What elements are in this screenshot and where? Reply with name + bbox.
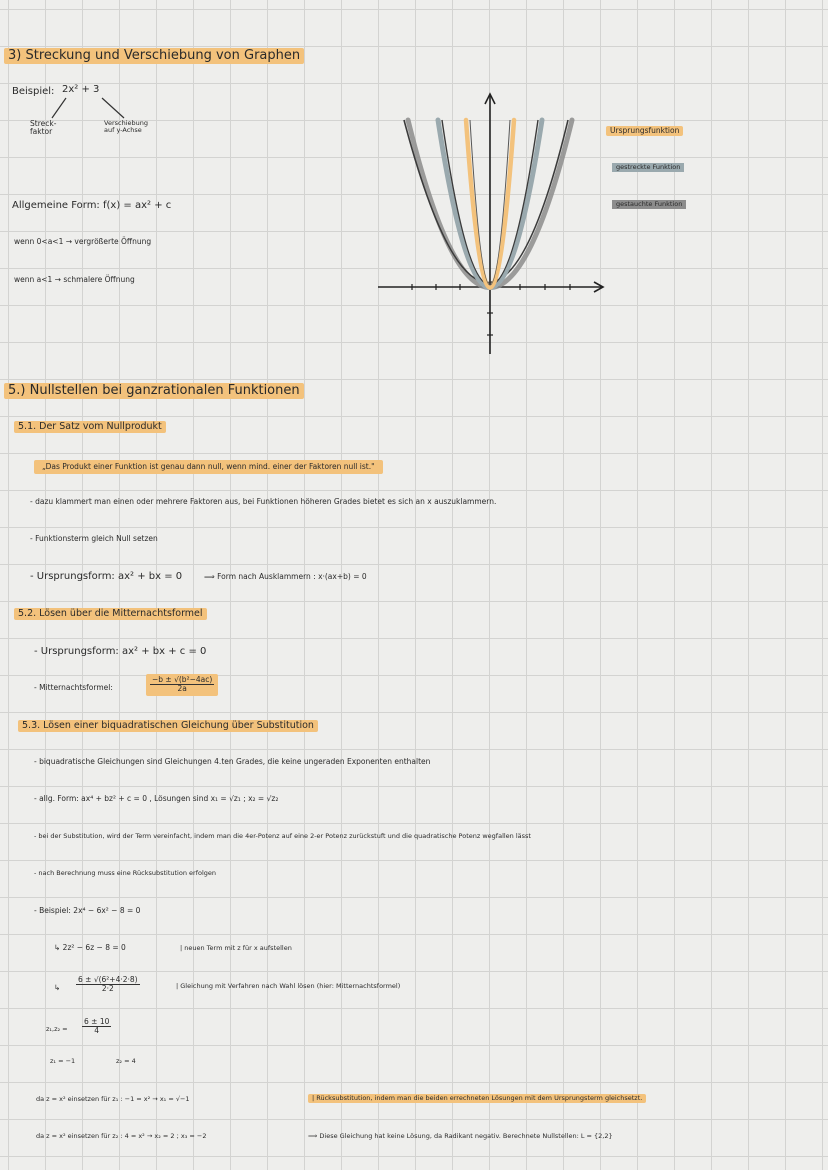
original-function-outline bbox=[442, 120, 538, 285]
shift-label: Verschiebung auf y-Achse bbox=[104, 119, 148, 135]
conclusion-note: ⟹ Diese Gleichung hat keine Lösung, da Radikant negativ. Berechnete Nullstellen: L = {2,2} bbox=[308, 1132, 613, 1140]
s52-bullet-2: - Mitternachtsformel: bbox=[34, 683, 113, 692]
step-formula-note: | Gleichung mit Verfahren nach Wahl lösen (hier: Mitternachtsformel) bbox=[176, 982, 401, 990]
step-formula bbox=[76, 976, 140, 994]
step-formula-denominator: 2·2 bbox=[101, 984, 114, 994]
resubstitution-1: da z = x² einsetzen für z₁ : −1 = x² → x₁ = √−1 bbox=[36, 1095, 190, 1103]
step-formula-numerator: 6 ± √(6²+4·2·8) bbox=[78, 975, 138, 984]
legend-original: Ursprungsfunktion bbox=[606, 126, 683, 136]
null-product-quote: „Das Produkt einer Funktion ist genau dann null, wenn mind. einer der Faktoren null ist." bbox=[34, 460, 383, 474]
stretch-factor-label: Streck- faktor bbox=[30, 119, 57, 137]
step-substitution: ↳ 2z² − 6z − 8 = 0 bbox=[54, 943, 126, 952]
s53-bullet-4: - nach Berechnung muss eine Rücksubstitution erfolgen bbox=[34, 869, 217, 877]
z2-value: z₂ = 4 bbox=[116, 1057, 136, 1065]
resubstitution-note: | Rücksubstitution, indem man die beiden errechneten Lösungen mit dem Ursprungsterm gleichsetzt. bbox=[308, 1094, 646, 1103]
s51-bullet-2: - Funktionsterm gleich Null setzen bbox=[30, 534, 158, 543]
case-narrower: wenn a<1 → schmalere Öffnung bbox=[14, 275, 135, 284]
resubstitution-2: da z = x² einsetzen für z₂ : 4 = x² → x₂ = 2 ; x₃ = −2 bbox=[36, 1132, 207, 1140]
step-result-numerator: 6 ± 10 bbox=[84, 1017, 110, 1026]
section-3-title: 3) Streckung und Verschiebung von Graphen bbox=[4, 48, 304, 64]
x-axis-arrow bbox=[594, 282, 603, 292]
s53-bullet-1: - biquadratische Gleichungen sind Gleichungen 4.ten Grades, die keine ungeraden Exponenten enthalten bbox=[34, 757, 431, 766]
s53-bullet-3: - bei der Substitution, wird der Term vereinfacht, indem man die 4er-Potenz auf eine 2-er Potenz zurückstuft und die quadratische Potenz wegfallen lässt bbox=[34, 832, 531, 840]
s52-bullet-1: - Ursprungsform: ax² + bx + c = 0 bbox=[34, 646, 207, 657]
y-axis-arrow bbox=[485, 94, 495, 104]
step-formula-arrow: ↳ bbox=[54, 983, 61, 992]
s51-bullet-3a: - Ursprungsform: ax² + bx = 0 bbox=[30, 571, 183, 582]
step-result-lhs: z₁,z₂ = bbox=[46, 1025, 68, 1033]
legend-stretched: gestreckte Funktion bbox=[612, 163, 684, 172]
example-label: Beispiel: bbox=[12, 86, 55, 97]
compressed-function-outline bbox=[404, 120, 568, 283]
example-expression: 2x² + 3 bbox=[62, 84, 100, 95]
compressed-function-curve bbox=[408, 120, 572, 288]
stretched-function-curve bbox=[466, 120, 514, 288]
section-5-1-title: 5.1. Der Satz vom Nullprodukt bbox=[14, 421, 166, 433]
general-form: Allgemeine Form: f(x) = ax² + c bbox=[12, 200, 172, 211]
midnight-formula bbox=[146, 674, 218, 696]
z1-value: z₁ = −1 bbox=[50, 1057, 76, 1065]
midnight-formula-denominator: 2a bbox=[177, 684, 187, 694]
section-5-3-title: 5.3. Lösen einer biquadratischen Gleichung über Substitution bbox=[18, 720, 318, 732]
step-substitution-note: | neuen Term mit z für x aufstellen bbox=[180, 944, 292, 952]
s53-bullet-5: - Beispiel: 2x⁴ − 6x² − 8 = 0 bbox=[34, 906, 141, 915]
step-result bbox=[82, 1018, 111, 1036]
section-5-title: 5.) Nullstellen bei ganzrationalen Funktionen bbox=[4, 383, 304, 399]
midnight-formula-numerator: −b ± √(b²−4ac) bbox=[152, 675, 213, 684]
case-wider: wenn 0<a<1 → vergrößerte Öffnung bbox=[14, 237, 152, 246]
step-result-denominator: 4 bbox=[94, 1026, 100, 1036]
section-5-2-title: 5.2. Lösen über die Mitternachtsformel bbox=[14, 608, 207, 620]
stretched-function-outline bbox=[470, 120, 510, 285]
s51-bullet-1: - dazu klammert man einen oder mehrere Faktoren aus, bei Funktionen höheren Grades bietet es sich an x auszuklammern. bbox=[30, 497, 497, 506]
s51-bullet-3b: ⟹ Form nach Ausklammern : x·(ax+b) = 0 bbox=[204, 572, 367, 581]
original-function-curve-fill bbox=[438, 120, 542, 288]
legend-compressed: gestauchte Funktion bbox=[612, 200, 686, 209]
axis-ticks bbox=[412, 284, 570, 335]
s53-bullet-2: - allg. Form: ax⁴ + bz² + c = 0 , Lösungen sind x₁ = √z₁ ; x₂ = √z₂ bbox=[34, 794, 279, 803]
